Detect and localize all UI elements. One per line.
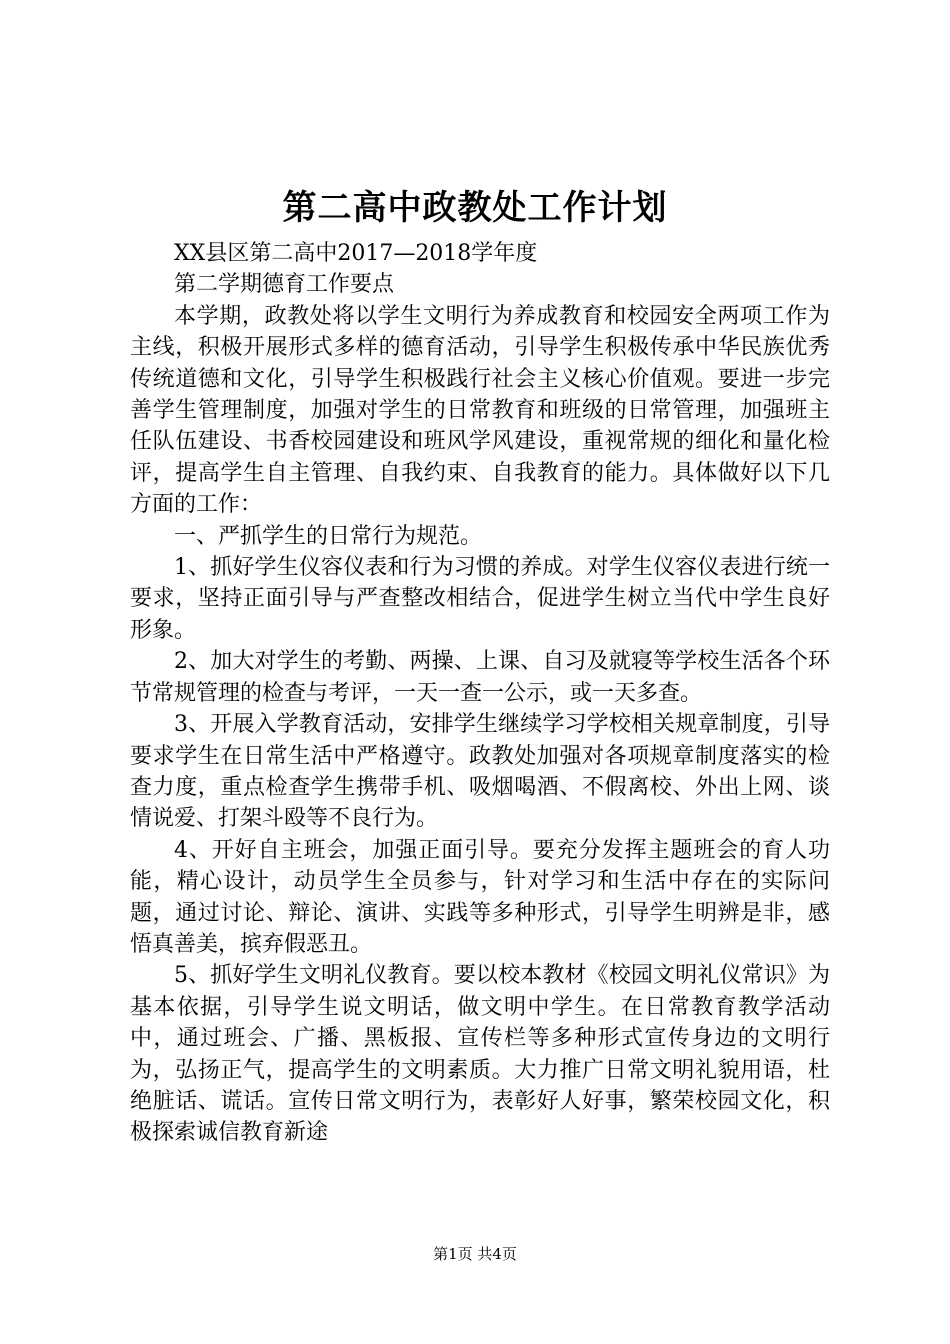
paragraph-item-5: 5、抓好学生文明礼仪教育。要以校本教材《校园文明礼仪常识》为基本依据，引导学生说文明话，做文明中学生。在日常教育教学活动中，通过班会、广播、黑板报、宣传栏等多种形式宣传身边的文明行为，弘扬正气，提高学生的文明素质。大力推广日常文明礼貌用语，杜绝脏话、谎话。宣传日常文明行为，表彰好人好事，繁荣校园文化，积极探索诚信教育新途 xyxy=(130,963,830,1146)
paragraph-item-2: 2、加大对学生的考勤、两操、上课、自习及就寝等学校生活各个环节常规管理的检查与考评，一天一查一公示，或一天多查。 xyxy=(130,649,830,706)
section-heading-1: 一、严抓学生的日常行为规范。 xyxy=(174,523,483,549)
paragraph-item-1: 1、抓好学生仪容仪表和行为习惯的养成。对学生仪容仪表进行统一要求，坚持正面引导与严查整改相结合，促进学生树立当代中学生良好形象。 xyxy=(130,555,830,643)
page-title: 第二高中政教处工作计划 xyxy=(282,188,668,228)
document-body xyxy=(130,238,830,1149)
page-number: 第1页 共4页 xyxy=(433,1245,517,1263)
paragraph-item-3: 3、开展入学教育活动，安排学生继续学习学校相关规章制度，引导要求学生在日常生活中严格遵守。政教处加强对各项规章制度落实的检查力度，重点检查学生携带手机、吸烟喝酒、不假离校、外出上网、谈情说爱、打架斗殴等不良行为。 xyxy=(130,712,830,832)
paragraph-intro: 本学期，政教处将以学生文明行为养成教育和校园安全两项工作为主线，积极开展形式多样的德育活动，引导学生积极传承中华民族优秀传统道德和文化，引导学生积极践行社会主义核心价值观。要进一步完善学生管理制度，加强对学生的日常教育和班级的日常管理，加强班主任队伍建设、书香校园建设和班风学风建设，重视常规的细化和量化检评，提高学生自主管理、自我约束、自我教育的能力。具体做好以下几方面的工作： xyxy=(130,303,830,518)
paragraph-item-4: 4、开好自主班会，加强正面引导。要充分发挥主题班会的育人功能，精心设计，动员学生全员参与，针对学习和生活中存在的实际问题，通过讨论、辩论、演讲、实践等多种形式，引导学生明辨是非，感悟真善美，摈弃假恶丑。 xyxy=(130,837,830,957)
paragraph-school-year: XX县区第二高中2017—2018学年度 xyxy=(174,241,538,266)
paragraph-subtitle: 第二学期德育工作要点 xyxy=(174,272,395,298)
